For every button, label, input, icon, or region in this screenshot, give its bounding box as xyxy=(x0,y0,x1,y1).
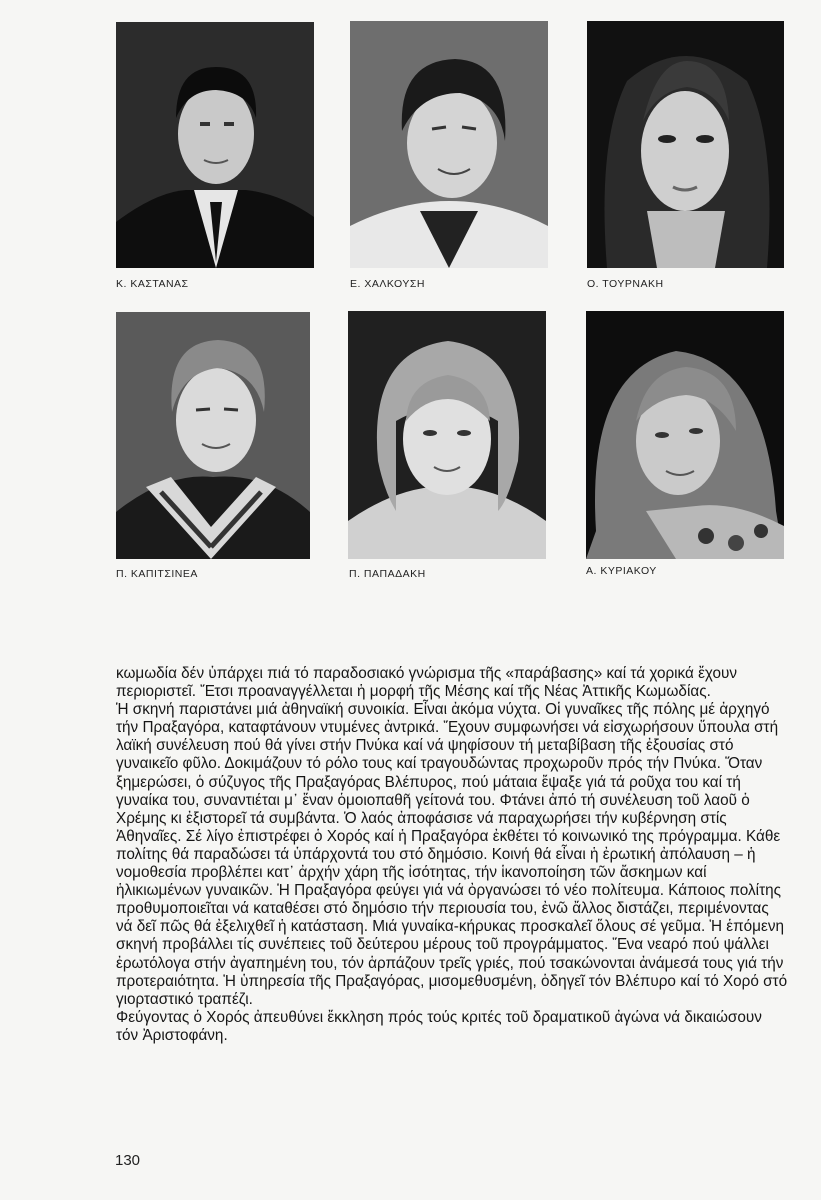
portrait-caption: Ε. ΧΑΛΚΟΥΣΗ xyxy=(350,278,425,290)
woman-portrait-illustration xyxy=(586,311,784,559)
portrait-caption: Κ. ΚΑΣΤΑΝΑΣ xyxy=(116,278,189,290)
man-portrait-illustration xyxy=(116,22,314,268)
portrait-caption: Π. ΚΑΠΙΤΣΙΝΕΑ xyxy=(116,568,198,580)
paragraph: Ἡ σκηνή παριστάνει μιά ἀθηναϊκή συνοικία. Εἶναι ἀκόμα νύχτα. Οἱ γυναῖκες τῆς πόλης μέ ἀρχηγό τήν Πραξαγόρα, καταφτάνουν ντυμένες ἀντρικά. Ἔχουν συμφωνήσει νά εἰσχωρήσουν ὕπουλα στή λαϊκή συνέλευση πού θά γίνει στήν Πνύκα καί νά ψηφίσουν τή μεταβίβαση τῆς ἐξουσίας στό γυναικεῖο φῦλο. Δοκιμάζουν τό ρόλο τους καί τραγουδώντας προχωροῦν πρός τήν Πνύκα. Ὅταν ξημερώσει, ὁ σύζυγος τῆς Πραξαγόρας Βλέπυρος, πού μάταια ἔψαξε γιά τά ροῦχα του καί τή γυναίκα του, συναντιέται μ᾽ ἕναν ὁμοιοπαθῆ γείτονά του. Φτάνει ἀπό τή συνέλευση τοῦ λαοῦ ὁ Χρέμης κι ἐξιστορεῖ τά συμβάντα. Ὁ λαός ἀποφάσισε νά παραχωρήσει τήν κυβέρνηση στίς Ἀθηναῖες. Σέ λίγο ἐπιστρέφει ὁ Χορός καί ἡ Πραξαγόρα ἐκθέτει τό κοινωνικό της πρόγραμμα. Κάθε πολίτης θά παραδώσει τά ὑπάρχοντά του στό δημόσιο. Κοινή θά εἶναι ἡ ἐρωτική ἀπόλαυση – ἡ νομοθεσία προβλέπει κατ᾽ ἀρχήν χάρη τῆς ἰσότητας, τήν ἱκανοποίηση τῶν ἄσκημων καί ἡλικιωμένων γυναικῶν. Ἡ Πραξαγόρα φεύγει γιά νά ὀργανώσει τό νέο πολίτευμα. Κάποιος πολίτης προθυμοποιεῖται νά καταθέσει στό δημόσιο τήν περιουσία του, ἐνῶ ἄλλος διστάζει, περιμένοντας νά δεῖ πῶς θά ἐξελιχθεῖ ἡ κατάσταση. Μιά γυναίκα-κήρυκας προσκαλεῖ ὅλους σέ γεῦμα. Ἡ ἑπόμενη σκηνή προβάλλει τίς συνέπειες τοῦ δεύτερου μέρους τοῦ προγράμματος. Ἕνα νεαρό πού ψάλλει ἐρωτόλογα στήν ἀγαπημένη του, τόν ἁρπάζουν τρεῖς γριές, πού τσακώνονται ἀνάμεσά τους γιά τήν προτεραιότητα. Ἡ ὑπηρεσία τῆς Πραξαγόρας, μισομεθυσμένη, ὁδηγεῖ τόν Βλέπυρο καί τό Χορό στό γιορταστικό τραπέζι. xyxy=(116,701,788,1008)
portrait-photo xyxy=(116,22,314,268)
portrait-photo xyxy=(586,311,784,559)
page-number: 130 xyxy=(115,1152,141,1169)
portrait-caption: Α. ΚΥΡΙΑΚΟΥ xyxy=(586,565,657,577)
portrait-caption: Ο. ΤΟΥΡΝΑΚΗ xyxy=(587,278,664,290)
portrait-photo xyxy=(348,311,546,559)
portrait-photo xyxy=(116,312,310,559)
portrait-photo xyxy=(587,21,784,268)
woman-portrait-illustration xyxy=(587,21,784,268)
paragraph: κωμωδία δέν ὑπάρχει πιά τό παραδοσιακό γνώρισμα τῆς «παράβασης» καί τά χορικά ἔχουν περιοριστεῖ. Ἔτσι προαναγγέλλεται ἡ μορφή τῆς Μέσης καί τῆς Νέας Ἀττικῆς Κωμωδίας. xyxy=(116,665,738,701)
woman-portrait-illustration xyxy=(348,311,546,559)
portrait-photo xyxy=(350,21,548,268)
paragraph: Φεύγοντας ὁ Χορός ἀπευθύνει ἔκκληση πρός τούς κριτές τοῦ δραματικοῦ ἀγώνα νά δικαιώσουν τόν Ἀριστοφάνη. xyxy=(116,1008,762,1044)
woman-portrait-illustration xyxy=(116,312,310,559)
woman-portrait-illustration xyxy=(350,21,548,268)
portrait-caption: Π. ΠΑΠΑΔΑΚΗ xyxy=(349,568,426,580)
article-body xyxy=(116,665,788,1045)
